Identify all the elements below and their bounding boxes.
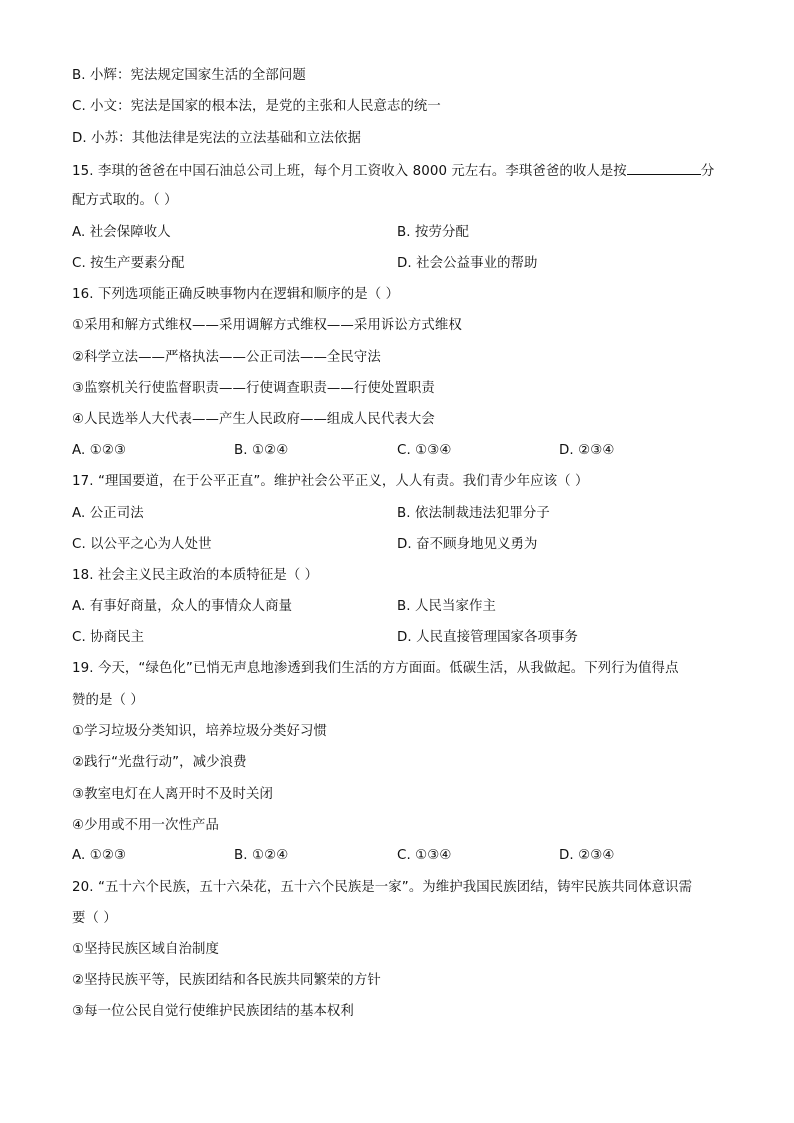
q15-stem-text: 15. 李琪的爸爸在中国石油总公司上班，每个月工资收入 8000 元左右。李琪爸爸的收人是按 [72, 164, 627, 179]
q15-stem [72, 161, 714, 181]
q19-stem-line1: 19. 今天，“绿色化”已悄无声息地渗透到我们生活的方方面面。低碳生活，从我做起。下列行为值得点 [72, 661, 679, 676]
q15-option-d: D. 社会公益事业的帮助 [397, 256, 538, 271]
q17-option-a: A. 公正司法 [72, 506, 144, 521]
q16-item-1: ①采用和解方式维权——采用调解方式维权——采用诉讼方式维权 [72, 318, 462, 333]
q14-option-c: C. 小文：宪法是国家的根本法，是党的主张和人民意志的统一 [72, 99, 441, 114]
q16-option-b: B. ①②④ [234, 443, 289, 458]
q15-stem-suffix: 分 [700, 164, 715, 179]
q18-option-a: A. 有事好商量，众人的事情众人商量 [72, 599, 293, 614]
q16-option-d: D. ②③④ [559, 443, 615, 458]
q20-stem-line2: 要（ ） [72, 911, 117, 926]
q17-option-d: D. 奋不顾身地见义勇为 [397, 537, 538, 552]
q20-item-1: ①坚持民族区域自治制度 [72, 942, 220, 957]
q19-item-1: ①学习垃圾分类知识，培养垃圾分类好习惯 [72, 724, 327, 739]
q20-item-2: ②坚持民族平等，民族团结和各民族共同繁荣的方针 [72, 973, 381, 988]
q15-stem-line2: 配方式取的。（ ） [72, 193, 178, 208]
q18-stem: 18. 社会主义民主政治的本质特征是（ ） [72, 568, 319, 583]
q18-option-c: C. 协商民主 [72, 630, 145, 645]
q19-option-d: D. ②③④ [559, 848, 615, 863]
q16-stem: 16. 下列选项能正确反映事物内在逻辑和顺序的是（ ） [72, 287, 400, 302]
q19-option-b: B. ①②④ [234, 848, 289, 863]
q20-stem-line1: 20. “五十六个民族，五十六朵花，五十六个民族是一家”。为维护我国民族团结，铸牢民族共同体意识需 [72, 880, 693, 895]
q17-option-b: B. 依法制裁违法犯罪分子 [397, 506, 550, 521]
q15-option-c: C. 按生产要素分配 [72, 256, 185, 271]
q19-option-c: C. ①③④ [397, 848, 452, 863]
q19-option-a: A. ①②③ [72, 848, 127, 863]
q20-item-3: ③每一位公民自觉行使维护民族团结的基本权利 [72, 1004, 354, 1019]
q17-option-c: C. 以公平之心为人处世 [72, 537, 212, 552]
q17-stem: 17. “理国要道，在于公平正直”。维护社会公平正义，人人有责。我们青少年应该（ ） [72, 474, 589, 489]
q18-option-d: D. 人民直接管理国家各项事务 [397, 630, 579, 645]
q16-item-3: ③监察机关行使监督职责——行使调查职责——行使处置职责 [72, 381, 435, 396]
q16-option-c: C. ①③④ [397, 443, 452, 458]
q19-item-4: ④少用或不用一次性产品 [72, 818, 220, 833]
q15-option-a: A. 社会保障收人 [72, 225, 171, 240]
q16-item-2: ②科学立法——严格执法——公正司法——全民守法 [72, 350, 381, 365]
q15-answer-blank [627, 161, 701, 175]
q19-item-3: ③教室电灯在人离开时不及时关闭 [72, 787, 273, 802]
q19-item-2: ②践行“光盘行动”，减少浪费 [72, 755, 247, 770]
q16-item-4: ④人民选举人大代表——产生人民政府——组成人民代表大会 [72, 412, 435, 427]
q15-option-b: B. 按劳分配 [397, 225, 469, 240]
q14-option-b: B. 小辉：宪法规定国家生活的全部问题 [72, 68, 306, 83]
q16-option-a: A. ①②③ [72, 443, 127, 458]
q14-option-d: D. 小苏：其他法律是宪法的立法基础和立法依据 [72, 131, 361, 146]
q19-stem-line2: 赞的是（ ） [72, 693, 144, 708]
q18-option-b: B. 人民当家作主 [397, 599, 496, 614]
